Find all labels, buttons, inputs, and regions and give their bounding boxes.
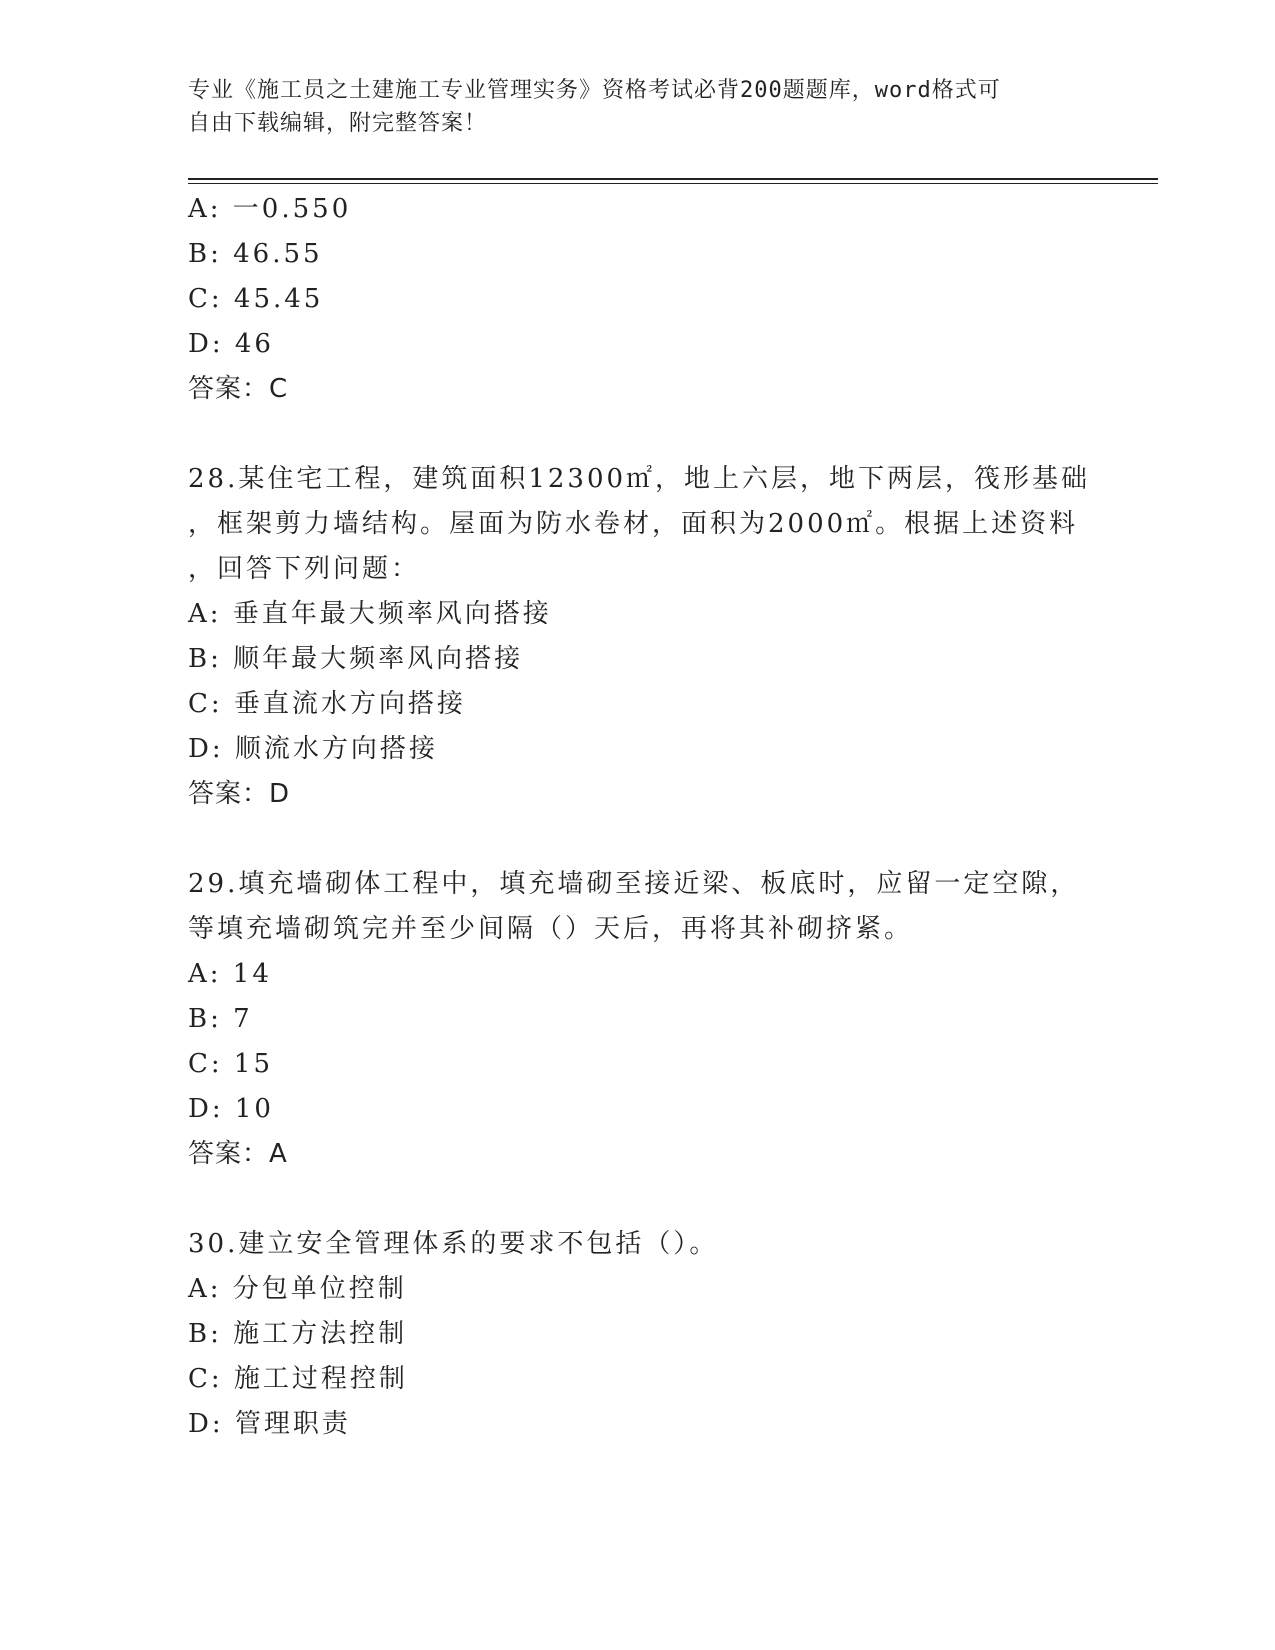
q28-option-c: C: 垂直流水方向搭接 [188,689,466,719]
q27-option-c: C: 45.45 [188,284,324,314]
document-header [188,74,1068,140]
q27-option-a: A: 一0.550 [188,194,352,224]
q29-stem-line-2: 等填充墙砌筑完并至少间隔（）天后，再将其补砌挤紧。 [188,914,914,944]
q28-stem-line-1: 28.某住宅工程，建筑面积12300㎡，地上六层，地下两层，筏形基础 [188,464,1091,494]
q27-answer: 答案：C [188,374,289,404]
q30-option-d: D: 管理职责 [188,1409,351,1439]
header-line-2: 自由下载编辑，附完整答案！ [188,111,488,136]
q30-option-a: A: 分包单位控制 [188,1274,407,1304]
q28-option-d: D: 顺流水方向搭接 [188,734,438,764]
q29-option-c: C: 15 [188,1049,274,1079]
q28-answer: 答案：D [188,779,291,809]
q29-option-d: D: 10 [188,1094,274,1124]
q28-option-a: A: 垂直年最大频率风向搭接 [188,599,552,629]
q28-option-b: B: 顺年最大频率风向搭接 [188,644,524,674]
q27-option-d: D: 46 [188,329,274,359]
q29-answer: 答案：A [188,1139,288,1169]
header-rule-thin [188,183,1158,184]
q30-option-b: B: 施工方法控制 [188,1319,408,1349]
header-line-1: 专业《施工员之土建施工专业管理实务》资格考试必背200题题库，word格式可 [188,78,1001,103]
q28-stem-line-3: ，回答下列问题： [188,554,421,584]
header-rule-thick [188,178,1158,180]
q29-option-a: A: 14 [188,959,272,989]
q29-stem-line-1: 29.填充墙砌体工程中，填充墙砌至接近梁、板底时，应留一定空隙， [188,869,1080,899]
q29-option-b: B: 7 [188,1004,253,1034]
q30-option-c: C: 施工过程控制 [188,1364,408,1394]
q28-stem-line-2: ，框架剪力墙结构。屋面为防水卷材，面积为2000㎡。根据上述资料 [188,509,1079,539]
q27-option-b: B: 46.55 [188,239,323,269]
q30-stem-line-1: 30.建立安全管理体系的要求不包括（）。 [188,1229,719,1259]
